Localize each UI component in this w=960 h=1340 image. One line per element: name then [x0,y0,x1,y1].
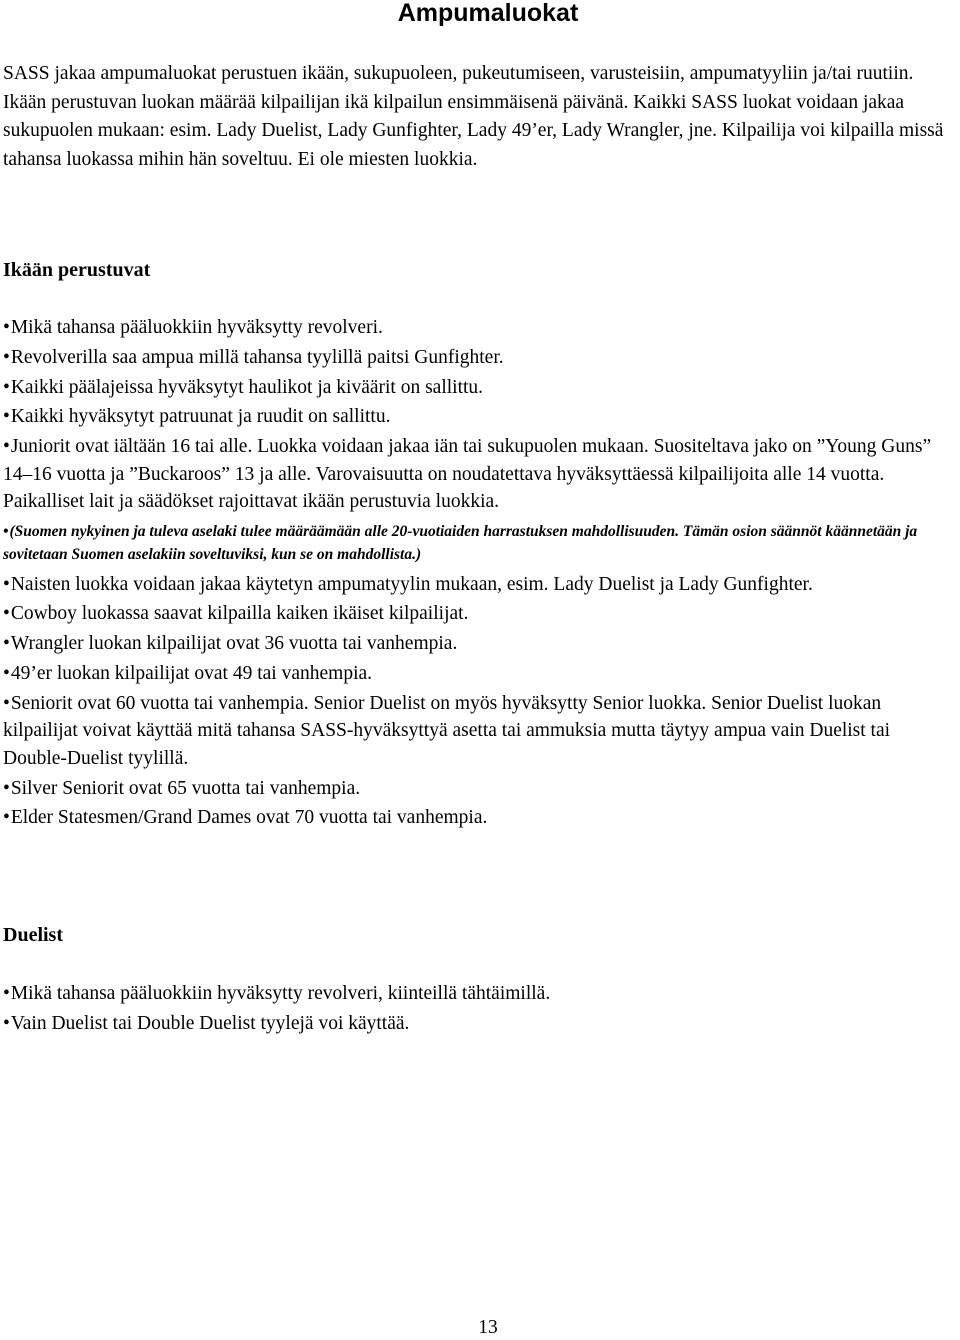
list-item-note [3,520,958,566]
list-item-text: Mikä tahansa pääluokkiin hyväksytty revolveri, kiinteillä tähtäimillä. [10,983,551,1004]
rules-list-duelist [3,980,958,1040]
bullet-icon: • [3,692,10,714]
list-item [3,804,958,832]
list-item-text: Revolverilla saa ampua millä tahansa tyylillä paitsi Gunfighter. [10,346,504,368]
list-item [3,571,958,599]
list-item-text: Seniorit ovat 60 vuotta tai vanhempia. Senior Duelist on myös hyväksytty Senior luokka. Senior Duelist luokan kilpailijat voivat käyttää mitä tahansa SASS-hyväksyttyä asetta tai ammuksia mutta täytyy ampua vain Duelist tai Double-Duelist tyylillä. [3,692,891,769]
list-item [3,660,958,688]
list-item-text: Elder Statesmen/Grand Dames ovat 70 vuotta tai vanhempia. [10,807,488,829]
bullet-icon: • [3,436,10,458]
list-item [3,433,958,516]
list-item [3,374,958,402]
section-heading-ikaan-perustuvat: Ikään perustuvat [3,259,151,281]
list-item-text: Juniorit ovat iältään 16 tai alle. Luokka voidaan jakaa iän tai sukupuolen mukaan. Suositeltava jako on ”Young Guns” 14–16 vuotta ja ”Buckaroos” 13 ja alle. Varovaisuutta on noudatettava hyväksyttäessä kilpailijoita alle 14 vuotta. Paikalliset lait ja säädökset rajoittavat ikään perustuvia luokkia. [3,436,932,513]
bullet-icon: • [3,603,10,625]
bullet-icon: • [3,663,10,685]
list-item-text: 49’er luokan kilpailijat ovat 49 tai vanhempia. [10,663,373,685]
list-item [3,314,958,342]
bullet-icon: • [3,317,10,338]
list-item-text: Kaikki hyväksytyt patruunat ja ruudit on sallittu. [10,406,391,428]
page-number: 13 [478,1317,498,1338]
list-item [3,1010,958,1038]
bullet-icon: • [3,807,10,829]
list-item [3,600,958,628]
bullet-icon: • [3,983,10,1004]
list-item [3,775,958,803]
list-item [3,690,958,773]
rules-list-ikaan-perustuvat [3,314,958,834]
list-item-text: Vain Duelist tai Double Duelist tyylejä voi käyttää. [10,1012,410,1034]
bullet-icon: • [3,346,10,368]
intro-paragraph: SASS jakaa ampumaluokat perustuen ikään, sukupuoleen, pukeutumiseen, varusteisiin, ampumatyyliin ja/tai ruutiin. Ikään perustuvan luokan määrää kilpailijan ikä kilpailun ensimmäisenä päivänä. Kaikki SASS luokat voidaan jakaa sukupuolen mukaan: esim. Lady Duelist, Lady Gunfighter, Lady 49’er, Lady Wrangler, jne. Kilpailija voi kilpailla missä tahansa luokassa mihin hän soveltuu. Ei ole miesten luokkia. [3,63,944,170]
list-item-text: Mikä tahansa pääluokkiin hyväksytty revolveri. [10,317,383,338]
list-item-text: Cowboy luokassa saavat kilpailla kaiken ikäiset kilpailijat. [10,603,469,625]
page-title: Ampumaluokat [397,0,579,27]
list-item-text: (Suomen nykyinen ja tuleva aselaki tulee määräämään alle 20-vuotiaiden harrastuksen mahdollisuuden. Tämän osion säännöt käännetään ja sovitetaan Suomen aselakiin soveltuviksi, kun se on mahdollista.) [3,522,918,563]
list-item-text: Silver Seniorit ovat 65 vuotta tai vanhempia. [10,777,361,799]
bullet-icon: • [3,406,10,428]
bullet-icon: • [3,633,10,655]
bullet-icon: • [3,777,10,799]
list-item [3,630,958,658]
bullet-icon: • [3,376,10,398]
bullet-icon: • [3,573,10,595]
list-item [3,403,958,431]
list-item-text: Naisten luokka voidaan jakaa käytetyn ampumatyylin mukaan, esim. Lady Duelist ja Lady Gunfighter. [10,573,813,595]
bullet-icon: • [3,522,9,540]
list-item-text: Kaikki päälajeissa hyväksytyt haulikot ja kiväärit on sallittu. [10,376,484,398]
bullet-icon: • [3,1012,10,1034]
section-heading-duelist: Duelist [3,924,63,946]
list-item [3,980,958,1008]
list-item-text: Wrangler luokan kilpailijat ovat 36 vuotta tai vanhempia. [10,633,458,655]
list-item [3,344,958,372]
